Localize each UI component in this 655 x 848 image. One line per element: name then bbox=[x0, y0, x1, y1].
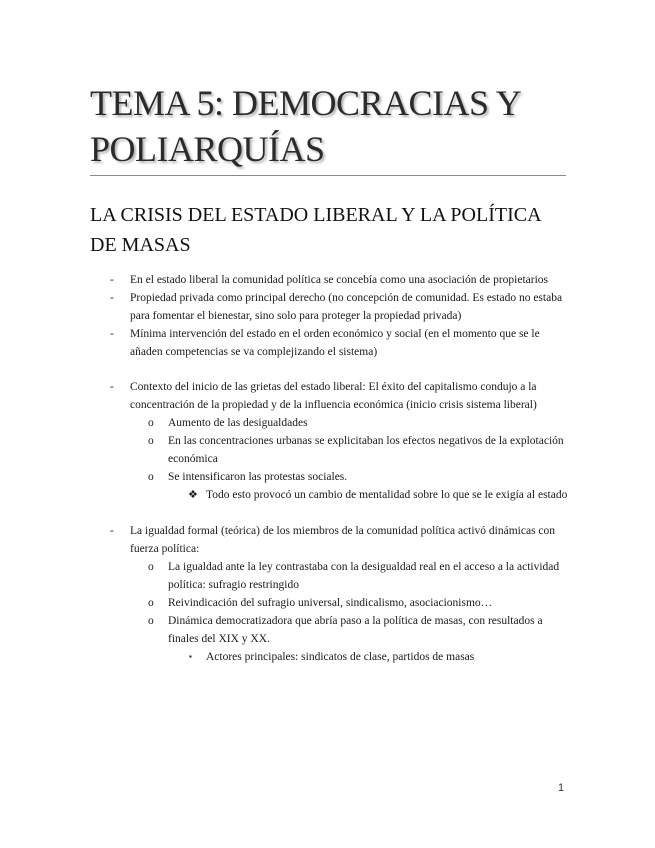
sub-sub-list-item bbox=[90, 486, 570, 504]
list-item bbox=[90, 271, 570, 289]
sub-sub-list-item bbox=[90, 648, 570, 666]
sub-list-item bbox=[90, 612, 570, 648]
list-item bbox=[90, 289, 570, 325]
circle-bullet: o bbox=[148, 615, 154, 627]
sub-list-item bbox=[90, 468, 570, 486]
dash-bullet: - bbox=[110, 328, 114, 340]
list-item-text: La igualdad ante la ley contrastaba con la desigualdad real en el acceso a la actividad política: sufragio restringido bbox=[168, 561, 560, 591]
circle-bullet: o bbox=[148, 435, 154, 447]
sub-list-item bbox=[90, 558, 570, 594]
spacer bbox=[90, 504, 570, 522]
page-number: 1 bbox=[558, 782, 565, 794]
circle-bullet: o bbox=[148, 417, 154, 429]
title-underline-divider bbox=[90, 175, 566, 176]
circle-bullet: o bbox=[148, 597, 154, 609]
diamond-bullet-icon: ❖ bbox=[188, 489, 198, 501]
list-item-text: Aumento de las desigualdades bbox=[168, 417, 308, 429]
list-item-text: En las concentraciones urbanas se explicitaban los efectos negativos de la explotación económica bbox=[168, 435, 564, 465]
list-item-text: Contexto del inicio de las grietas del estado liberal: El éxito del capitalismo condujo a la concentración de la propiedad y de la influencia económica (inicio crisis sistema liberal) bbox=[130, 381, 537, 411]
content-body bbox=[90, 271, 570, 666]
dash-bullet: - bbox=[110, 274, 114, 286]
list-item bbox=[90, 325, 570, 361]
sub-list-item bbox=[90, 414, 570, 432]
dash-bullet: - bbox=[110, 525, 114, 537]
list-item-text: Dinámica democratizadora que abría paso a la política de masas, con resultados a finales del XIX y XX. bbox=[168, 615, 543, 645]
list-item-text: En el estado liberal la comunidad política se concebía como una asociación de propietarios bbox=[130, 274, 548, 286]
spacer bbox=[90, 361, 570, 378]
list-item bbox=[90, 522, 570, 558]
sub-list-item bbox=[90, 594, 570, 612]
list-item-text: Actores principales: sindicatos de clase, partidos de masas bbox=[206, 651, 475, 663]
section-heading: LA CRISIS DEL ESTADO LIBERAL Y LA POLÍTICA DE MASAS bbox=[90, 204, 541, 256]
list-item-text: Propiedad privada como principal derecho (no concepción de comunidad. Es estado no estaba para fomentar el bienestar, sino solo para proteger la propiedad privada) bbox=[130, 292, 563, 322]
dash-bullet: - bbox=[110, 381, 114, 393]
circle-bullet: o bbox=[148, 561, 154, 573]
circle-bullet: o bbox=[148, 471, 154, 483]
square-bullet-icon: ▪ bbox=[189, 652, 192, 661]
list-item-text: Todo esto provocó un cambio de mentalidad sobre lo que se le exigía al estado bbox=[206, 489, 568, 501]
list-item-text: Se intensificaron las protestas sociales. bbox=[168, 471, 348, 483]
page-title: TEMA 5: DEMOCRACIAS Y POLIARQUÍAS bbox=[90, 83, 520, 169]
sub-list-item bbox=[90, 432, 570, 468]
list-item-text: Mínima intervención del estado en el orden económico y social (en el momento que se le añaden competencias se va complejizando el sistema) bbox=[130, 328, 540, 358]
dash-bullet: - bbox=[110, 292, 114, 304]
list-item bbox=[90, 378, 570, 414]
list-item-text: Reivindicación del sufragio universal, sindicalismo, asociacionismo… bbox=[168, 597, 493, 609]
list-item-text: La igualdad formal (teórica) de los miembros de la comunidad política activó dinámicas con fuerza política: bbox=[130, 525, 556, 555]
